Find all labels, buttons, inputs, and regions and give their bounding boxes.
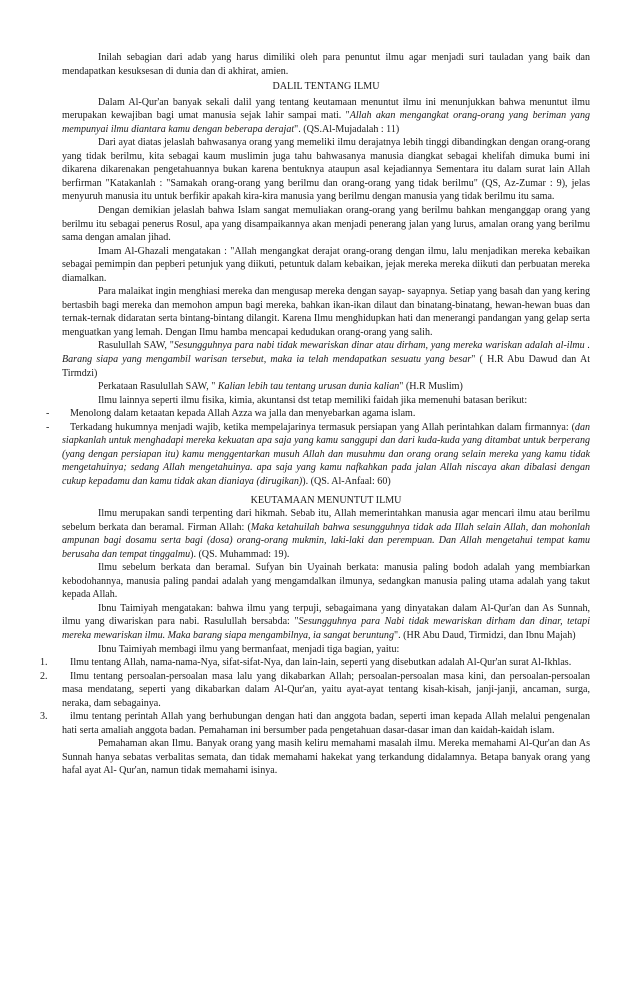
numbered-item-text: Ilmu tentang persoalan-persoalan masa lalu yang dikabarkan Allah; persoalan-persoalan masa kini, dan persoalan-persoalan masa mendatang, seperti yang dikabarkan dalam Al-Qur'an, yaitu ayat-ayat tentang kisah-kisah, janji-janji, ancaman, surga, neraka, dam sebagainya. [62, 670, 590, 709]
paragraph-ilmu-lainnya: Ilmu lainnya seperti ilmu fisika, kimia, akuntansi dst tetap memiliki faidah jika memenuhi batasan berikut: [98, 394, 528, 406]
text-segment: Terkadang hukumnya menjadi wajib, ketika mempelajarinya termasuk persiapan yang Allah perintahkan dalam firmannya: ( [70, 421, 575, 433]
quote-urusan-dunia: Kalian lebih tau tentang urusan dunia kalian [217, 381, 400, 393]
paragraph-hadits-warisan [62, 339, 590, 380]
paragraph-ibnu-taimiyah-ilmu-terpuji [62, 602, 590, 643]
dash-marker: - [46, 408, 50, 420]
numbered-item-1 [40, 656, 590, 670]
text-segment: Ibnu Taimiyah mengatakan: bahwa ilmu yang terpuji, sebagaimana yang dinyatakan dalam Al-Qur'an dan As Sunnah, ilmu yang diwariskan para nabi. Rasulullah bersabda: " [62, 602, 590, 628]
quote-mujadalah: Allah akan mengangkat orang-orang yang beriman yang mempunyai ilmu diantara kamu dengan beberapa derajat [62, 110, 591, 135]
paragraph-islam-memuliakan: Dengan demikian jelaslah bahwa Islam sangat memuliakan orang-orang yang berilmu bahkan menganggap orang yang berilmu itu sebagai penerus Rosul, apa yang disampaikannya akan menjadi penerang jalan yang lurus, amalan orang yang berilmu sama dengan amalan jihad. [62, 205, 590, 244]
paragraph-sandi-hikmah [62, 507, 590, 561]
number-marker: 1. [40, 657, 48, 669]
dash-item-text: Menolong dalam ketaatan kepada Allah Azza wa jalla dan menyebarkan agama islam. [70, 408, 416, 420]
quote-muhammad: Maka ketahuilah bahwa sesungguhnya tidak ada Illah selain Allah, dan mohonlah ampunan bagi dosamu serta bagi (dosa) orang-orang mukmin, laki-laki dan perempuan. Dan Allah mengetahui tempat kamu berusaha dan tempat tinggalmu [62, 521, 590, 560]
paragraph-imam-al-ghazali: Imam Al-Ghazali mengatakan : "Allah mengangkat derajat orang-orang dengan ilmu, lalu menjadikan mereka kebaikan sebagai pemimpin dan pepberi petunjuk yang diikuti, petuntuk dalam kebaikan, jejak mereka mereka diikuti dan perbuatan mereka diamalkan. [62, 245, 590, 284]
numbered-item-text: ilmu tentang perintah Allah yang berhubungan dengan hati dan anggota badan, seperti iman kepada Allah melalui pengenalan hati serta amaliah anggota badan. Pemahaman ini bersumber pada pengetahuan dasar-dasar iman dan kaidah-kaidah islam. [62, 711, 590, 736]
heading-keutamaan-menuntut-ilmu: KEUTAMAAN MENUNTUT ILMU [250, 494, 402, 506]
numbered-item-2 [40, 670, 590, 711]
text-segment: " (H.R Muslim) [399, 381, 463, 393]
dash-item-menolong [46, 407, 590, 421]
paragraph-tiga-bagian: Ibnu Taimiyah membagi ilmu yang bermanfaat, menjadi tiga bagian, yaitu: [98, 643, 400, 655]
numbered-item-text: Ilmu tentang Allah, nama-nama-Nya, sifat-sifat-Nya, dan lain-lain, seperti yang disebutkan adalah Al-Qur'an surat Al-Ikhlas. [70, 657, 572, 669]
paragraph-dalil-quran [62, 96, 590, 137]
text-segment: " ( H.R Abu Dawud dan At Tirmdzi) [62, 354, 590, 379]
text-segment: ). (QS. Al-Anfaal: 60) [302, 475, 391, 487]
paragraph-sufyan-bin-uyainah: Ilmu sebelum berkata dan beramal. Sufyan bin Uyainah berkata: manusia paling bodoh adalah yang membiarkan kebodohannya, manusia paling pandai adalah yang mengamdalkan ilmunya, sedangkan manusia paling utama adalah yang takut kepada Allah. [62, 562, 590, 601]
paragraph-malaikat: Para malaikat ingin menghiasi mereka dan mengusap mereka dengan sayap- sayapnya. Setiap yang basah dan yang kering bertasbih bagi mereka dan memohon ampun bagi mereka, bahkan ikan-ikan dilaut dan binatang-binatang, hewan-hewan buas dan ternak-ternak didaratan serta bintang-bintang dilangit. Karena Ilmu menghidupkan hati dan menerangi pandangan yang gelap serta menguatkan yang lemah. Dengan Ilmu hamba mencapai kedudukan orang-orang yang salih. [62, 286, 590, 338]
text-segment: Rasulullah SAW, " [98, 340, 174, 352]
heading-dalil-tentang-ilmu: DALIL TENTANG ILMU [272, 81, 380, 93]
text-segment: Perkataan Rasulullah SAW, " [98, 381, 218, 393]
quote-al-anfaal: dan siapkanlah untuk menghadapi mereka kekuatan apa saja yang kamu sanggupi dan dari kuda-kuda yang ditambat untuk berperang (yang dengan persiapan itu) kamu menggentarkan musuh Allah dan musuhmu dan orang orang selain mereka yang kamu tidak mengetahuinya; sedang Allah mengetahuinya. apa saja yang kamu nafkahkan pada jalan Allah niscaya akan dibalasi dengan cukup kepadamu dan kamu tidak akan dianiaya (dirugikan) [62, 421, 590, 487]
paragraph-adab: Inilah sebagian dari adab yang harus dimiliki oleh para penuntut ilmu agar menjadi suri tauladan yang baik dan mendapatkan kesuksesan di dunia dan di akhirat, amien. [62, 52, 590, 77]
dash-marker: - [46, 421, 50, 433]
number-marker: 3. [40, 711, 48, 723]
paragraph-derajat-ilmu: Dari ayat diatas jelaslah bahwasanya orang yang memeliki ilmu derajatnya lebih tinggi dibandingkan dengan orang-orang yang tidak berilmu, kita sebagai kaum muslimin juga tahu bahwasanya manusia diangkat sebagai khelifah dimuka bumi ini dikarena dikarenakan pengetahuannya bukan karena bentuknya ataupun asal kejadiannya Sementara itu dalam surat lain Allah berfirman "Katakanlah : "Samakah orang-orang yang berilmu dan orang-orang yang tidak berilmu" (QS, Az-Zumar : 9), jelas menyuruh manusia itu untuk berfikir apakah kira-kira manusia yang berilmu dengan manusia yang tidak berilmu itu sama. [62, 137, 590, 203]
text-segment: ". (HR Abu Daud, Tirmidzi, dan Ibnu Majah) [393, 629, 576, 641]
quote-hadits-warisan: Sesungguhnya para nabi tidak mewariskan dinar atau dirham, yang mereka wariskan adalah al-ilmu . Barang siapa yang mengambil warisan tersebut, maka ia telah mendapatkan sesuatu yang besar [62, 340, 590, 366]
number-marker: 2. [40, 670, 48, 682]
text-segment: ". (QS.Al-Mujadalah : 11) [294, 123, 400, 135]
paragraph-pemahaman-ilmu: Pemahaman akan Ilmu. Banyak orang yang masih keliru memahami masalah ilmu. Mereka memahami Al-Qur'an dan As Sunnah hanya sebatas verbalitas semata, dan tidak memahami hakekat yang terkandung didalamnya. Betapa banyak orang yang hafal ayat Al- Qur'an, namun tidak memahami isinya. [62, 738, 590, 777]
text-segment: Dalam Al-Qur'an banyak sekali dalil yang tentang keutamaan menuntut ilmu ini menunjukkan bahwa menuntut ilmu merupakan kewajiban bagi umat manusia sejak lahir sampai mati. " [62, 96, 590, 122]
quote-hadits-nabi: Sesungguhnya para Nabi tidak mewariskan dirham dan dinar, tetapi mereka mewariskan ilmu. Maka barang siapa mengambilnya, ia sangat beruntung [62, 616, 590, 641]
paragraph-hadits-urusan-dunia [62, 380, 590, 394]
numbered-item-3 [40, 710, 590, 737]
dash-item-wajib [46, 421, 590, 489]
text-segment: ). (QS. Muhammad: 19). [190, 548, 290, 560]
text-segment: Ilmu merupakan sandi terpenting dari hikmah. Sebab itu, Allah memerintahkan manusia agar mencari ilmu atau berilmu sebelum berkata dan beramal. Firman Allah: ( [62, 508, 590, 533]
